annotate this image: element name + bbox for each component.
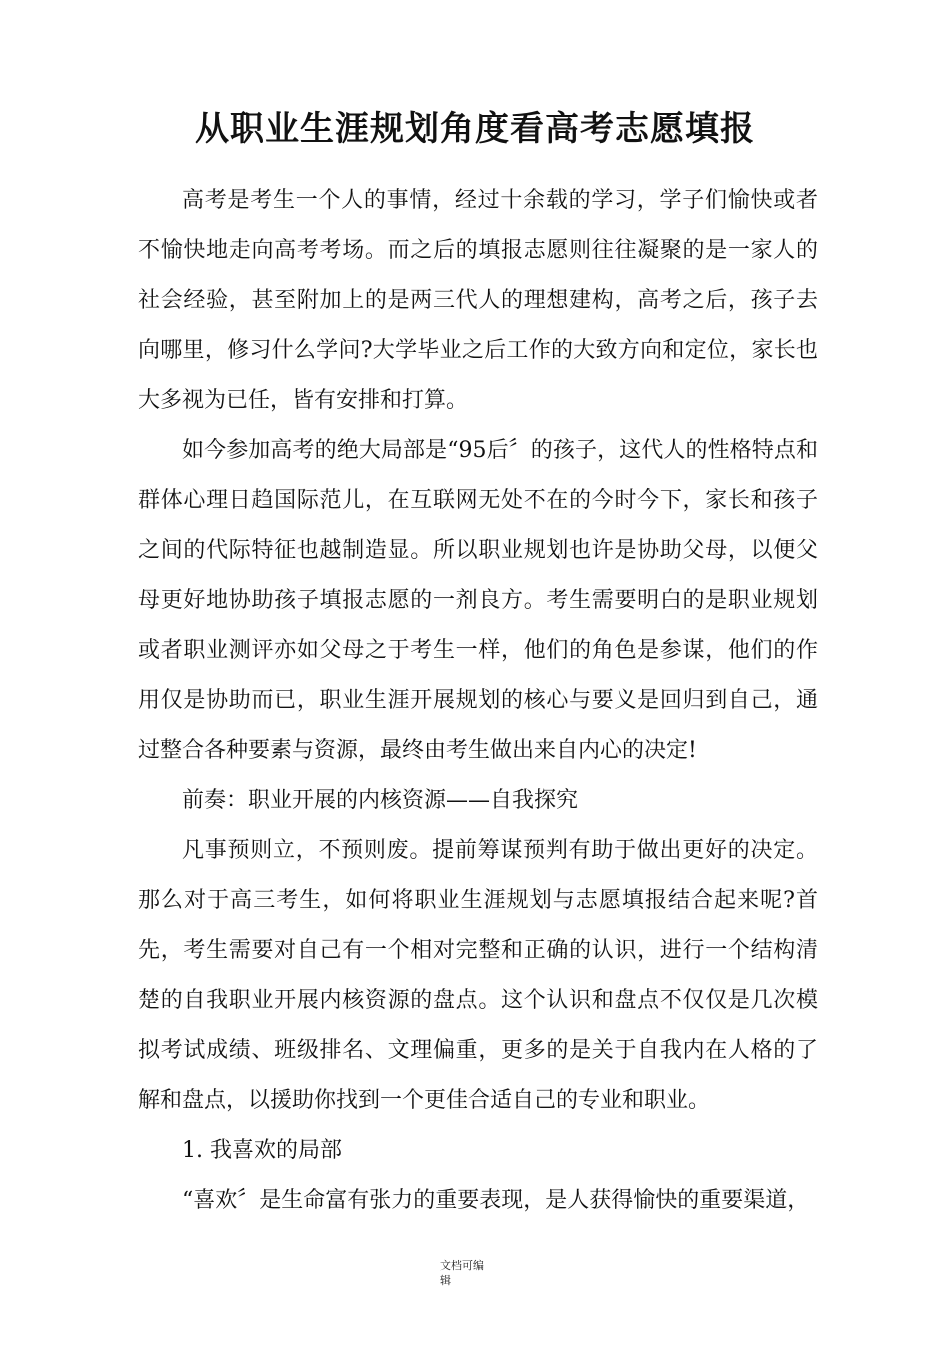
paragraph-likes: “喜欢〞是生命富有张力的重要表现，是人获得愉快的重要渠道， bbox=[182, 1188, 810, 1213]
subsection-heading-likes: 1. 我喜欢的局部 bbox=[182, 1138, 342, 1163]
paragraph-intro: 高考是考生一个人的事情，经过十余载的学习，学子们愉快或者不愉快地走向高考考场。而之后的填报志愿则往往凝聚的是一家人的社会经验，甚至附加上的是两三代人的理想建构，高考之后，孩子去向哪里，修习什么学问?大学毕业之后工作的大致方向和定位，家长也大多视为已任，皆有安排和打算。 bbox=[138, 188, 818, 413]
document-body bbox=[138, 176, 818, 1226]
page-footer bbox=[440, 1258, 520, 1288]
document-title: 从职业生涯规划角度看高考志愿填报 bbox=[195, 109, 755, 149]
footer-line-2: 辑 bbox=[440, 1274, 451, 1287]
paragraph-post-95: 如今参加高考的绝大局部是“95后〞的孩子，这代人的性格特点和群体心理日趋国际范儿，在互联网无处不在的今时今下，家长和孩子之间的代际特征也越制造显。所以职业规划也许是协助父母，以便父母更好地协助孩子填报志愿的一剂良方。考生需要明白的是职业规划或者职业测评亦如父母之于考生一样，他们的角色是参谋，他们的作用仅是协助而已，职业生涯开展规划的核心与要义是回归到自己，通过整合各种要素与资源，最终由考生做出来自内心的决定! bbox=[138, 438, 818, 763]
section-heading-prelude: 前奏：职业开展的内核资源——自我探究 bbox=[182, 788, 579, 813]
footer-line-1: 文档可编 bbox=[440, 1259, 484, 1272]
paragraph-self-exploration: 凡事预则立，不预则废。提前筹谋预判有助于做出更好的决定。那么对于高三考生，如何将职业生涯规划与志愿填报结合起来呢?首先，考生需要对自己有一个相对完整和正确的认识，进行一个结构清楚的自我职业开展内核资源的盘点。这个认识和盘点不仅仅是几次模拟考试成绩、班级排名、文理偏重，更多的是关于自我内在人格的了解和盘点，以援助你找到一个更佳合适自己的专业和职业。 bbox=[138, 838, 818, 1113]
